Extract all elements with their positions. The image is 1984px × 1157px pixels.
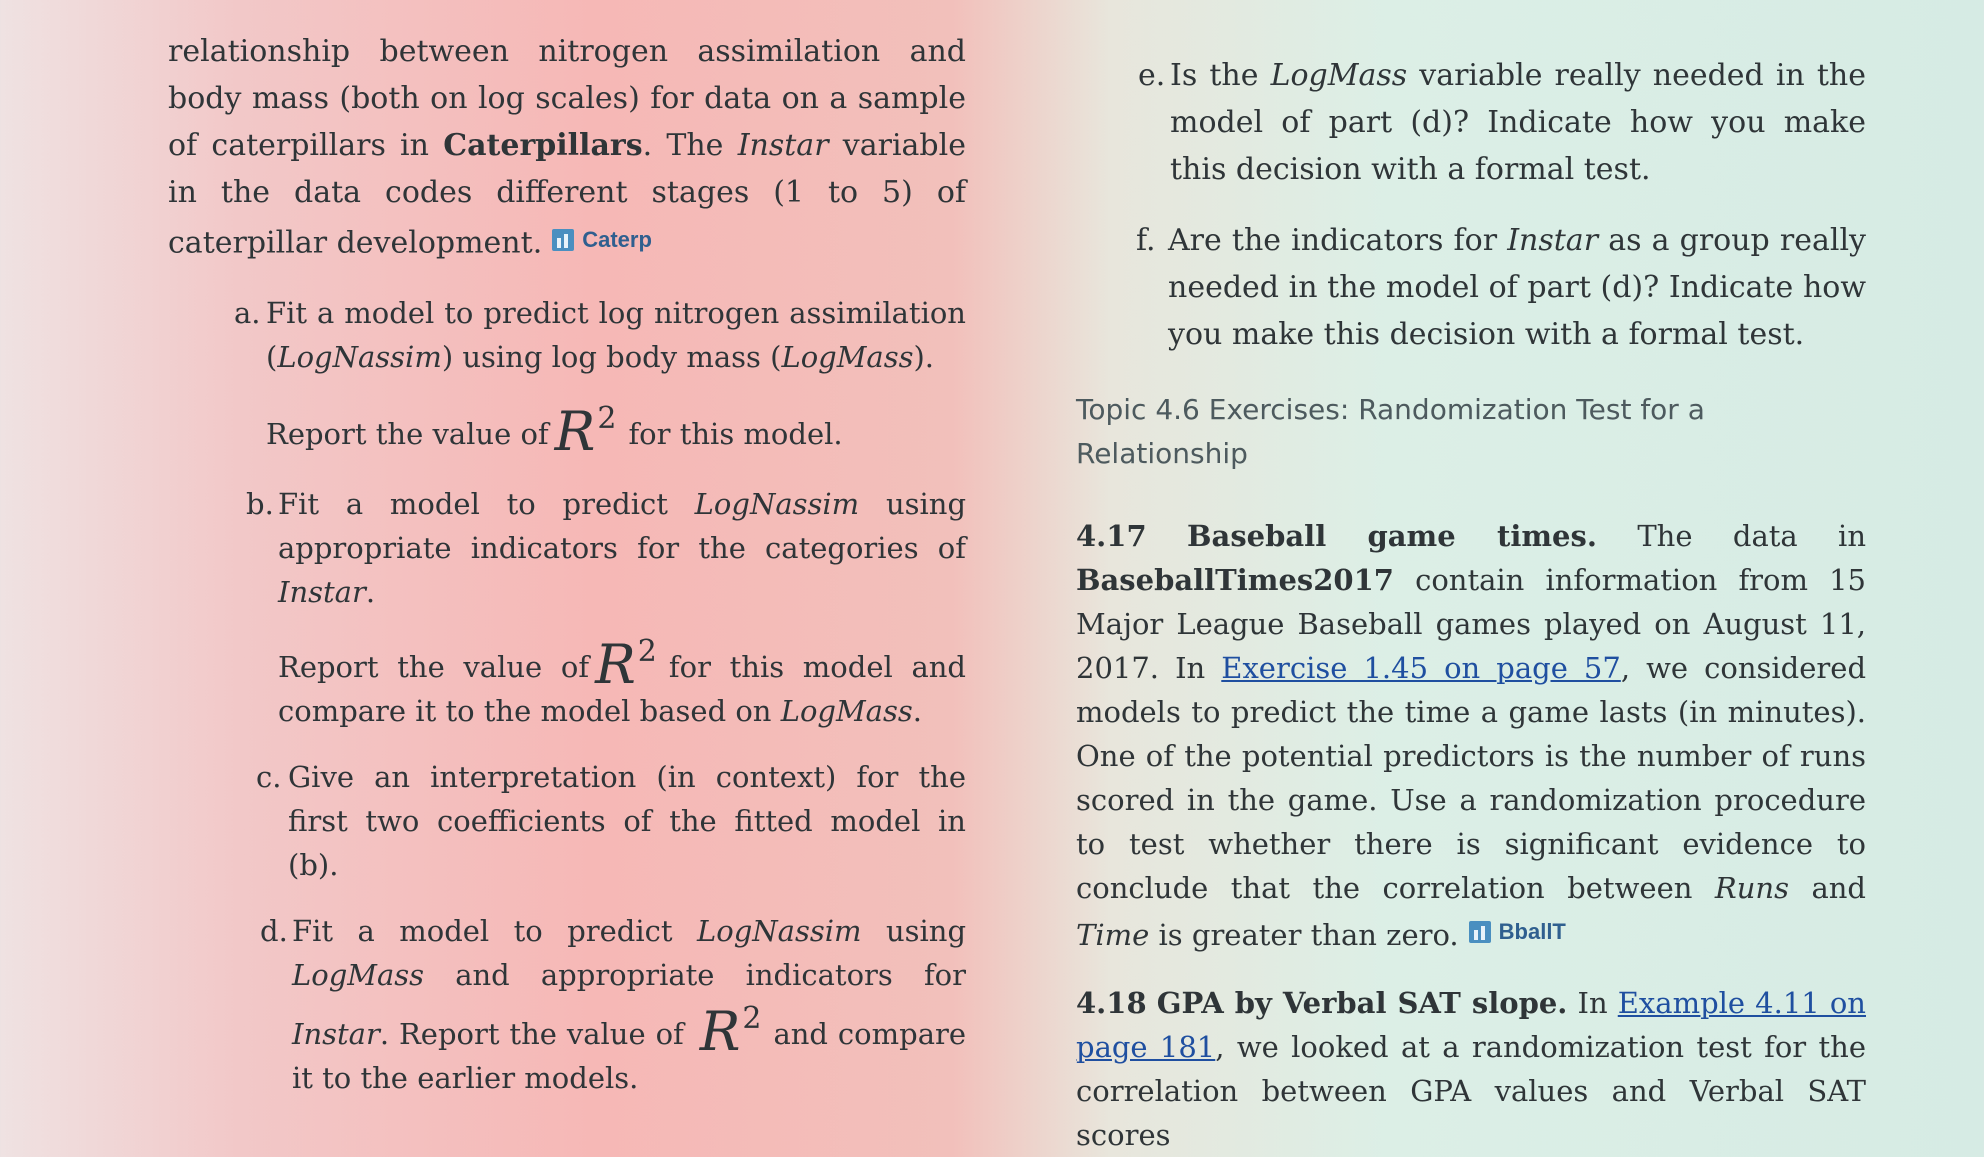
text: Are the indicators for	[1168, 223, 1498, 258]
text: Is the	[1170, 58, 1259, 93]
exercise-part-a	[234, 291, 966, 463]
dataset-name: BaseballTimes2017	[1076, 563, 1394, 597]
dataset-name: Caterpillars	[443, 128, 643, 163]
variable-name: Instar	[737, 128, 829, 163]
intro-text: relationship between nitrogen assimilation and body mass (both on log scales) for data on a sample of caterpillars in	[168, 34, 966, 163]
variable-name: Instar	[292, 1016, 380, 1051]
r-letter: R	[595, 632, 636, 696]
text: contain information from 15 Major League Baseball games played on August 11, 2017. In	[1076, 563, 1867, 685]
superscript: 2	[742, 1000, 762, 1036]
exercise-4-18	[1076, 981, 1866, 1157]
text: .	[912, 693, 922, 728]
text: Fit a model to predict	[292, 913, 673, 948]
text: as a group really needed in the model of part (d)? Indicate how you make this decision with a formal test.	[1168, 223, 1866, 352]
data-file-icon	[552, 229, 574, 251]
text: and appropriate indicators for	[455, 957, 967, 992]
exercise-number: 4.18	[1076, 986, 1147, 1020]
report-line	[278, 630, 966, 733]
text: for this model and compare it to the model based on	[278, 649, 966, 728]
intro-paragraph	[168, 28, 966, 267]
text: .	[365, 574, 376, 609]
variable-name: LogMass	[1270, 58, 1408, 93]
r-squared-symbol	[554, 397, 617, 463]
r-letter: R	[554, 399, 596, 463]
part-label: f.	[1136, 223, 1156, 258]
text: for this model.	[628, 416, 843, 451]
variable-name: LogMass	[780, 693, 913, 728]
exercise-part-e	[1138, 52, 1866, 193]
text: Report the value of	[278, 649, 590, 684]
text: . Report the value of	[379, 1016, 684, 1051]
part-label: c.	[256, 759, 282, 794]
variable-name: Runs	[1714, 871, 1789, 905]
part-label: a.	[234, 295, 261, 330]
variable-name: LogMass	[781, 339, 914, 374]
text: using appropriate indicators for the categories of	[278, 486, 967, 565]
text: ) using log body mass (	[441, 339, 782, 374]
text: , we looked at a randomization test for the correlation between GPA values and Verbal SAT scores	[1076, 1030, 1866, 1152]
exercise-4-17	[1076, 514, 1866, 957]
data-file-tag-caterp[interactable]	[552, 216, 652, 263]
data-file-icon	[1469, 921, 1491, 943]
variable-name: LogMass	[292, 957, 425, 992]
data-file-label: Caterp	[582, 227, 652, 252]
text: Give an interpretation (in context) for the first two coefficients of the fitted model in (b).	[288, 759, 966, 882]
superscript: 2	[597, 400, 617, 436]
intro-text-3: variable in the data codes different stages (1 to 5) of caterpillar development.	[168, 128, 966, 261]
text: Fit a model to predict log nitrogen assimilation (	[266, 295, 966, 374]
text: , we considered models to predict the time a game lasts (in minutes). One of the potential predictors is the number of runs scored in the game. Use a randomization procedure to test whether there is significant evidence to conclude that the correlation between	[1076, 651, 1867, 905]
exercise-1-45-link[interactable]: Exercise 1.45 on page 57	[1221, 651, 1621, 685]
report-line	[266, 397, 966, 463]
exercise-part-d	[260, 909, 967, 1100]
exercise-part-f	[1136, 217, 1866, 358]
variable-name: LogNassim	[694, 486, 860, 521]
variable-name: Instar	[278, 574, 366, 609]
exercise-part-c	[256, 755, 966, 887]
text: Fit a model to predict	[278, 486, 668, 521]
example-4-11-link[interactable]: Example 4.11 on page 181	[1076, 986, 1866, 1064]
data-file-tag-bballt[interactable]	[1469, 910, 1566, 954]
r-squared-symbol	[699, 997, 762, 1063]
text: is greater than zero.	[1158, 918, 1459, 952]
part-label: d.	[260, 913, 288, 948]
r-squared-symbol	[595, 630, 657, 696]
text: using	[885, 913, 967, 948]
exercise-title: Baseball game times.	[1187, 519, 1597, 553]
right-column	[1076, 52, 1866, 1157]
left-column	[168, 28, 966, 1100]
text: variable really needed in the model of part (d)? Indicate how you make this decision with a formal test.	[1170, 58, 1866, 187]
variable-name: Instar	[1507, 223, 1599, 258]
text: In	[1577, 986, 1608, 1020]
text: and compare it to the earlier models.	[292, 1016, 967, 1095]
text: Report the value of	[266, 416, 549, 451]
variable-name: LogNassim	[277, 339, 442, 374]
intro-text-2: . The	[642, 128, 724, 163]
topic-heading: Topic 4.6 Exercises: Randomization Test for a Relationship	[1076, 393, 1705, 470]
exercise-number: 4.17	[1076, 519, 1147, 553]
part-label: b.	[246, 486, 274, 521]
exercise-part-b	[246, 482, 967, 733]
text: The data in	[1637, 519, 1867, 553]
text: and	[1811, 871, 1866, 905]
superscript: 2	[637, 633, 657, 669]
variable-name: LogNassim	[697, 913, 862, 948]
part-label: e.	[1138, 58, 1166, 93]
exercise-title: GPA by Verbal SAT slope.	[1156, 986, 1568, 1020]
variable-name: Time	[1076, 918, 1150, 952]
text: ).	[913, 339, 935, 374]
r-letter: R	[699, 999, 741, 1063]
data-file-label: BballT	[1498, 919, 1566, 944]
